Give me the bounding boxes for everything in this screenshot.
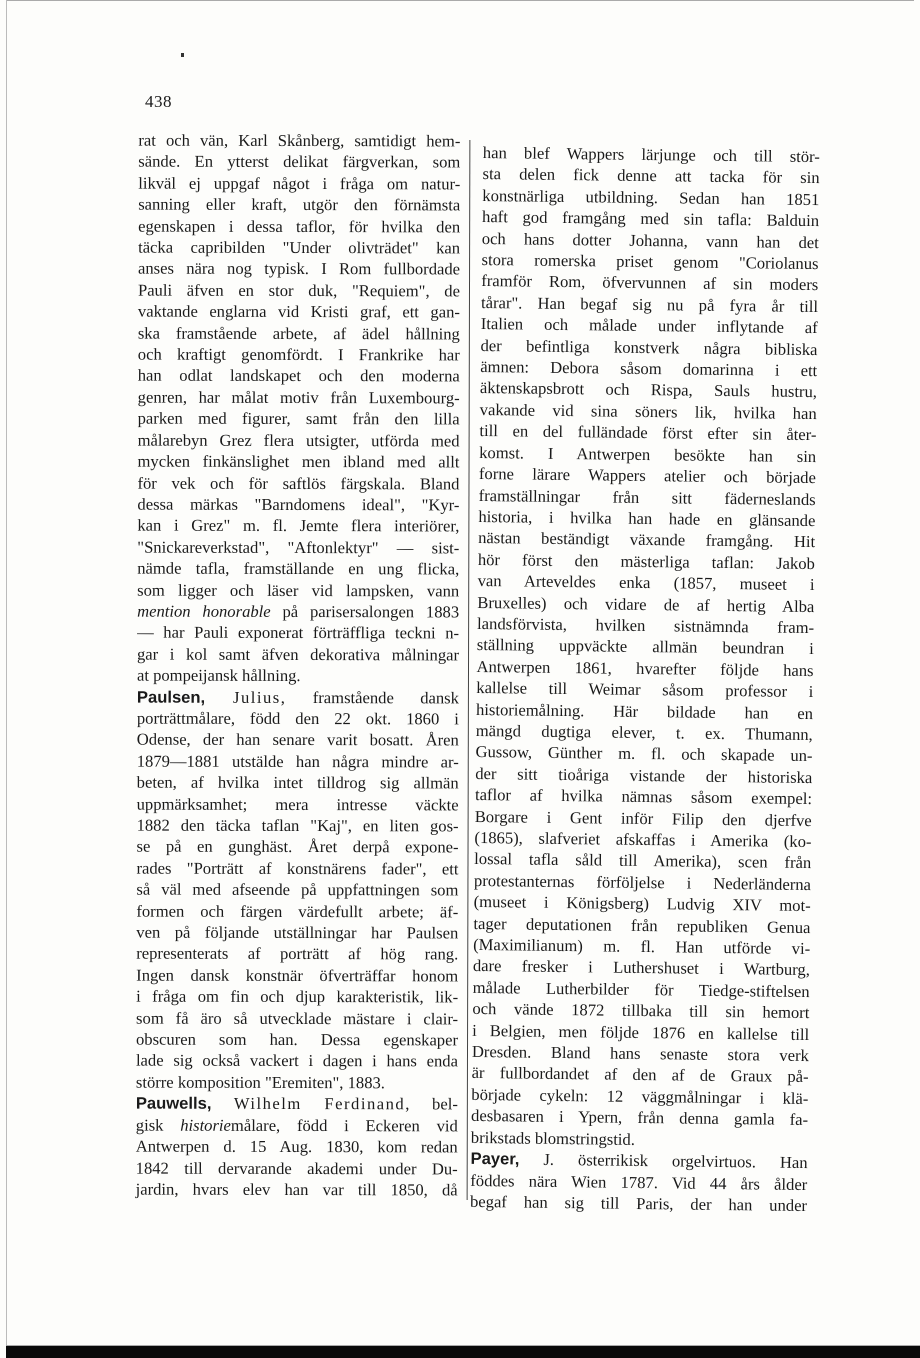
line-text: så väl med afseende på uppfattningen som [136,879,459,900]
line-text: haft god framgång med sin tafla: Balduin [481,207,820,231]
line-text: Bruxelles) och vidare de af hertig Alba [477,592,815,616]
line-text: anses nära nog typisk. I Rom fullbordade [138,259,461,279]
line-text: och vände 1872 tillbaka till sin hemort [472,999,810,1023]
scan-border-top [6,0,914,2]
line-text: desbasaren i Ypern, från denna gamla fa- [470,1106,809,1130]
line-text: framför Rom, öfvervunnen af sin moders [481,271,819,295]
right-column [470,142,820,1216]
line-text: komst. I Antwerpen besökte han sin [479,442,817,466]
line-text: tager deputationen från republiken Genua [473,913,811,937]
line-text: större komposition "Eremiten", 1883. [135,1072,385,1093]
text-line [137,536,459,558]
line-text: at pompeijansk hållning. [136,665,301,686]
text-line [136,1029,458,1051]
italic-phrase: mention honorable [137,601,271,621]
line-text: sanning eller kraft, utgör den förnämsta [138,194,461,215]
text-line [136,1136,458,1158]
line-text: stora romerska priset genom "Coriolanus [481,250,819,274]
text-line [138,451,460,473]
text-line [137,729,459,751]
line-text: dare fresker i Luthershuset i Wartburg, [472,956,811,980]
line-text: parken med figurer, samt från den lilla [137,408,460,429]
line-text: ämnen: Debora såsom domarinna i ett [480,357,818,381]
line-text: Gussow, Günther m. fl. och skapade un- [475,742,813,766]
text-line [470,1191,807,1217]
italic-phrase: historie [180,1115,231,1135]
text-line [138,408,460,430]
line-text: Ingen dansk konstnär öfverträffar honom [136,965,459,986]
text-line [136,922,458,944]
text-line [137,750,459,772]
line-text: formen och färgen värdefullt arbete; äf- [136,901,459,922]
text-line [138,172,460,194]
line-text: (1865), slafveriet afskaffas i Amerika (ko- [474,827,812,852]
line-text: protestanternas förföljelse i Nederländerna [473,870,812,894]
text-line [136,986,458,1008]
line-text: började cykeln: 12 väggmålningar i klä- [471,1084,809,1108]
text-line [137,493,459,515]
line-text: vaktande englarna vid Kristi graf, ett gan- [137,301,460,322]
line-text: Borgare i Gent inför Filip den djerfve [474,806,812,830]
line-text: genren, har målat motiv från Luxembourg- [137,387,460,408]
line-text: lade sig också vackert i dagen i hans enda [135,1051,458,1071]
page-number: 438 [145,92,172,111]
line-text: egenskapen i dessa taflor, för hvilka den [138,216,461,237]
text-line [137,708,459,730]
line-text: sände. En ytterst delikat färgverkan, som [138,151,461,172]
line-text: på parisersalongen 1883 [270,601,460,622]
text-line [137,665,459,687]
line-text: för vek och för saftlös färgskala. Bland [137,473,460,493]
line-text: täcka capribilden "Under olivträdet" kan [138,237,461,258]
text-line [138,429,460,451]
line-text: mycken finkänslighet men ibland med allt [137,451,460,472]
line-text: i Belgien, men följde 1876 en kallelse till [472,1020,810,1044]
text-line [138,130,460,152]
text-line [136,836,458,858]
line-text: ven på följande utställningar har Paulsen [136,922,459,943]
line-text: sta delen fick denne att tacka för sin [482,164,820,188]
text-line [137,515,459,537]
text-line [136,1050,458,1072]
text-line [138,386,460,408]
text-line [136,879,458,901]
line-text: äktenskapsbrott och Rispa, Sauls hustru, [479,378,818,402]
line-text: historia, i hvilka han hade en glänsande [478,506,816,530]
line-text: vakande vid sina söners lik, hvilka han [479,399,817,423]
line-text: kallelse till Weimar såsom professor i [476,678,814,702]
line-text: bel- [410,1094,458,1114]
column-divider [467,140,471,1200]
line-text: mängd dugtiga elever, t. ex. Thumann, [475,720,813,745]
ink-speck [181,53,184,57]
text-line [137,622,459,644]
line-text: och kraftigt genomfördt. I Frankrike har [137,344,460,365]
text-line [137,472,459,494]
line-text: ställning uppväckte allmän beundran i [476,635,814,659]
entry-headword: Pauwells, [135,1093,212,1114]
line-text: till en del fulländade först efter sin åter- [479,421,817,445]
line-text: beten, af hvilka intet tilldrog sig allmän [136,772,459,793]
line-text: Italien och målade under inflytande af [480,314,818,338]
line-text: i fråga om fin och djup karakteristik, lik- [136,986,459,1007]
line-text: hör först den mästerliga taflan: Jakob [477,549,815,573]
line-text: kan i Grez" m. fl. Jemte flera interiörer, [137,515,460,536]
text-line [137,793,459,815]
line-text: han blef Wappers lärjunge och till stör- [482,142,820,167]
line-text: Odense, der han senare varit bosatt. Åren [136,729,459,750]
line-text: framställningar från sitt fäderneslands [478,485,816,509]
line-text: 1882 den täcka taflan "Kaj", en liten gos- [136,815,459,836]
line-text: begaf han sig till Paris, der han under [469,1191,808,1215]
text-line [136,1007,458,1029]
line-text: Antwerpen 1861, hvarefter följde hans [476,656,814,680]
left-column [136,130,461,1201]
line-text: der befintliga konstverk några bibliska [480,335,818,359]
line-text: ska framstående arbete, af ädel hållning [137,323,460,344]
line-text: "Snickareverkstad", "Aftonlektyr" — sist- [137,537,460,558]
line-text: likväl ej uppgaf något i fråga om natur- [138,173,461,194]
text-line [136,1178,458,1200]
text-line [136,1114,458,1136]
line-text: landsförvista, hvilken sistnämnda fram- [477,613,815,638]
line-text: se på en gunghäst. Året derpå expone- [136,836,459,857]
line-text: porträttmålare, född den 22 okt. 1860 i [136,708,459,729]
text-line [137,601,459,623]
line-text: gar i kol samt äfven dekorativa målningar [137,644,460,665]
line-text: målade Lutherbilder för Tiedge-stiftelsen [472,977,810,1001]
entry-headword: Paulsen, [136,687,206,707]
line-text: rat och vän, Karl Skånberg, samtidigt hem- [138,130,461,151]
text-line [137,579,459,601]
text-line [136,964,458,986]
line-text: representerats af porträtt af hög rang. [136,944,459,964]
text-line [138,322,460,344]
line-text: han odlat landskapet och den moderna [137,366,460,386]
line-text: lossal tafla såld till Amerika), scen från [474,849,812,873]
text-line [138,215,460,237]
text-line [136,1093,458,1115]
text-line [138,194,460,216]
line-text: Antwerpen d. 15 Aug. 1830, kom redan [135,1136,458,1157]
line-text: der sitt tioåriga vistande der historiska [475,763,813,787]
line-text: Pauli äfven en stor duk, "Requiem", de [137,280,461,301]
line-text: målare, född i Eckeren vid [230,1115,458,1136]
scan-border-bottom [6,1345,920,1358]
line-text: som få äro så utvecklade mästare i clair- [136,1008,459,1029]
line-text: (Maximilianum) m. fl. Han utförde vi- [473,934,811,959]
line-text: tårar". Han begaf sig nu på fyra år till [480,292,819,316]
line-text: är fullbordandet af den af de Graux på- [471,1063,809,1087]
text-line [138,344,460,366]
text-line [136,1071,458,1093]
text-line [136,1157,458,1179]
text-line [137,772,459,794]
line-text: nästan beständigt växande framgång. Hit [478,528,816,552]
line-text: framstående dansk [286,687,459,707]
line-text: rades "Porträtt af konstnärens fader", ett [136,858,459,879]
entry-given-name: Julius, [205,687,287,707]
text-line [138,301,460,323]
text-line [137,686,459,708]
line-text: — har Pauli exponerat förträffliga teckni n- [137,622,460,643]
line-text: föddes nära Wien 1787. Vid 44 års ålder [470,1170,808,1194]
text-line [136,943,458,965]
line-text: 1842 till dervarande akademi under Du- [135,1158,458,1178]
line-text: uppmärksamhet; mera intresse väckte [136,794,459,815]
text-line [138,279,460,301]
line-text: brikstads blomstringstid. [470,1127,636,1149]
text-line [137,643,459,665]
line-text: konstnärliga utbildning. Sedan han 1851 [482,185,820,209]
line-text: taflor af hvilka nämnas såsom exempel: [474,785,813,809]
line-text: (museet i Königsberg) Ludvig XIV mot- [473,892,811,916]
text-line [137,558,459,580]
line-text: som ligger och läser vid lampsken, vann [137,580,460,600]
text-line [138,365,460,387]
text-line [136,857,458,879]
text-line [136,900,458,922]
text-line [138,258,460,280]
entry-headword: Payer, [470,1149,520,1169]
text-line [138,237,460,259]
line-text: historiemålning. Här bildade han en [475,699,814,723]
line-text: forne lärare Wappers atelier och började [478,464,817,488]
line-text: nämde tafla, framställande en ung flicka, [137,558,460,579]
line-text: J. österrikisk orgelvirtuos. Han [519,1149,808,1173]
line-text: dessa märkas "Barndomens ideal", "Kyr- [137,494,460,515]
entry-given-name: Wilhelm Ferdinand, [211,1094,411,1114]
line-text: målarebyn Grez flera utsigter, utförda med [137,430,460,451]
line-text: jardin, hvars elev han var till 1850, då [135,1179,458,1200]
line-text: van Arteveldes enka (1857, museet i [477,571,815,595]
line-text: obscuren som han. Dessa egenskaper [135,1029,459,1050]
text-line [137,815,459,837]
line-text: Dresden. Bland hans senaste stora verk [471,1041,809,1066]
line-text: gisk [135,1115,181,1135]
text-line [138,151,460,173]
line-text: 1879—1881 utstälde han några mindre ar- [136,751,459,772]
line-text: och hans dotter Johanna, vann han det [481,228,819,252]
scan-border-left [6,0,7,1346]
